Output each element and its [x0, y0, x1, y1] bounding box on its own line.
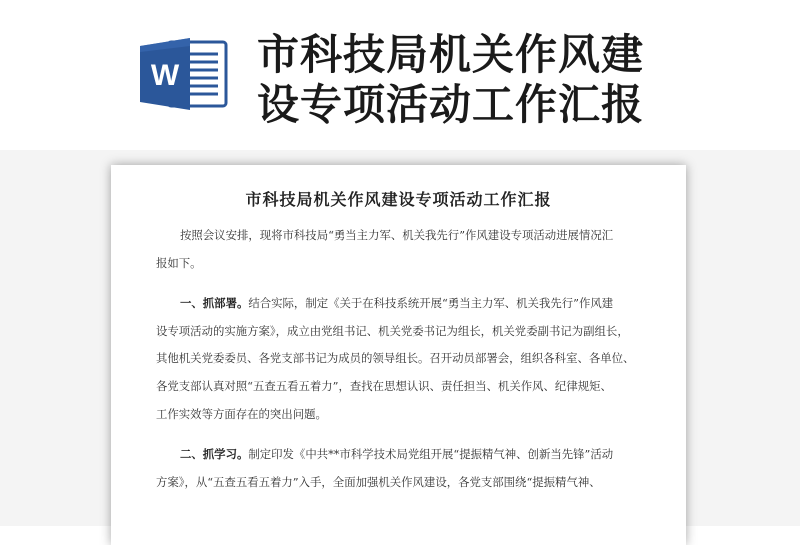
title-line-1: 市科技局机关作风建 [257, 30, 645, 79]
svg-text:W: W [150, 59, 180, 92]
page-title [257, 30, 644, 130]
word-icon [138, 36, 230, 112]
paragraph-line: 报如下。 [156, 255, 202, 270]
section-heading: 二、抓学习。 [180, 447, 249, 462]
section-heading: 一、抓部署。 [180, 296, 249, 311]
paragraph-line: 按照会议安排，现将市科技局“勇当主力军、机关我先行”作风建设专项活动进展情况汇 [180, 228, 614, 242]
document-body [156, 222, 641, 496]
paragraph-line: 二、抓学习。制定印发《中共**市科学技术局党组开展“提振精气神、创新当先锋”活动 [180, 447, 614, 462]
paragraph-line: 其他机关党委委员、各党支部书记为成员的领导组长。召开动员部署会，组织各科室、各单位、 [156, 351, 635, 366]
paragraph-line: 一、抓部署。结合实际，制定《关于在科技系统开展“勇当主力军、机关我先行”作风建 [180, 296, 614, 311]
paragraph-line: 各党支部认真对照“五查五看五着力”，查找在思想认识、责任担当、机关作风、纪律规矩、 [156, 378, 612, 393]
paragraph-line: 方案》，从“五查五看五着力”入手，全面加强机关作风建设，各党支部围绕“提振精气神、 [156, 474, 601, 489]
title-line-2: 设专项活动工作汇报 [257, 80, 645, 129]
document-title: 市科技局机关作风建设专项活动工作汇报 [245, 190, 552, 209]
paragraph-line: 设专项活动的实施方案》，成立由党组书记、机关党委书记为组长，机关党委副书记为副组长， [156, 323, 629, 338]
header-banner [0, 0, 800, 150]
document-preview [111, 165, 686, 545]
paragraph-line: 工作实效等方面存在的突出问题。 [156, 406, 327, 421]
